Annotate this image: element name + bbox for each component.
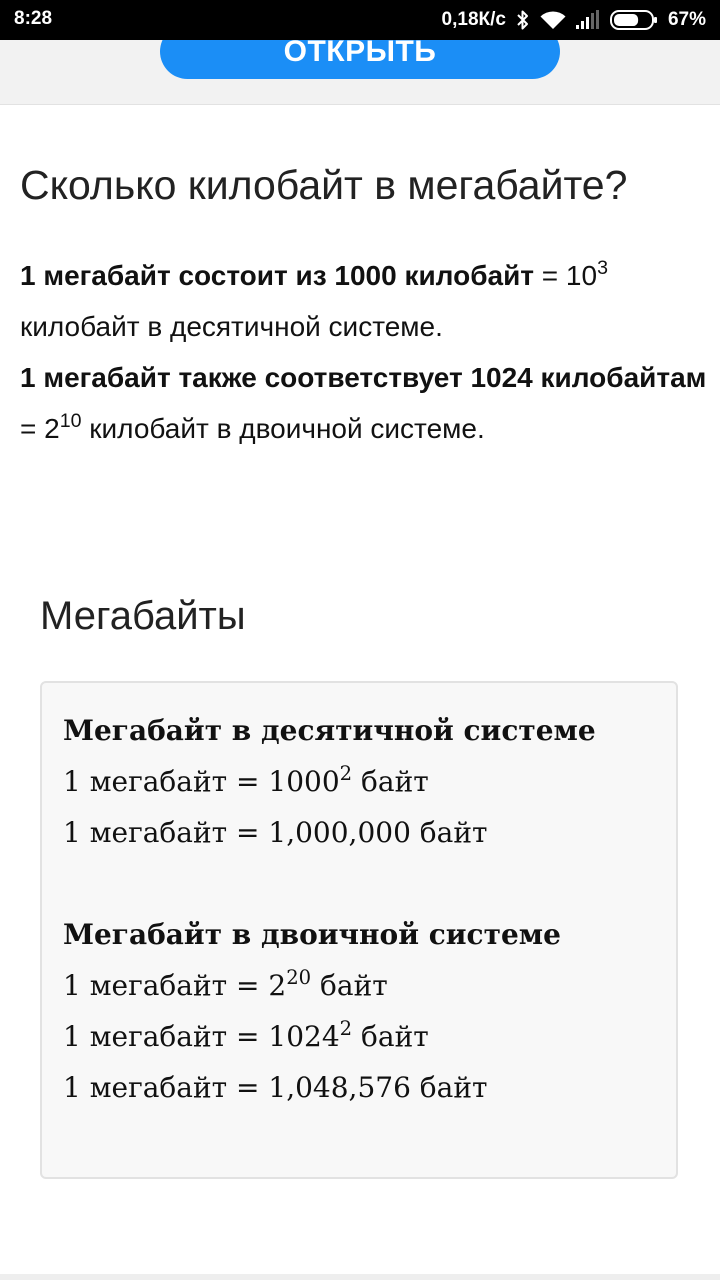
bluetooth-icon <box>516 9 530 31</box>
section-title: Мегабайты <box>40 594 246 638</box>
page-title: Сколько килобайт в мегабайте? <box>20 162 628 208</box>
network-speed: 0,18К/с <box>441 9 506 30</box>
spacer <box>63 858 656 909</box>
binary-line: 1 мегабайт = $2^{20}$ байт <box>63 966 388 1002</box>
binary-line: 1 мегабайт = 1,048,576 байт <box>63 1071 488 1104</box>
signal-icon <box>576 10 600 30</box>
intro-sup-2: 10 <box>59 410 82 433</box>
app-banner <box>0 40 720 105</box>
wifi-icon <box>540 10 566 30</box>
decimal-line: 1 мегабайт = $1000^2$ байт <box>63 762 429 798</box>
battery-icon <box>610 9 658 31</box>
decimal-title: Мегабайт в десятичной системе <box>63 714 596 747</box>
status-bar <box>0 0 720 40</box>
binary-title: Мегабайт в двоичной системе <box>63 918 561 951</box>
conversion-box <box>40 681 678 1179</box>
intro-tail-2: килобайт в двоичной системе. <box>81 413 485 444</box>
binary-line: 1 мегабайт = $1024^2$ байт <box>63 1017 429 1053</box>
status-icons <box>442 0 706 40</box>
intro-bold-1: 1 мегабайт состоит из 1000 килобайт <box>20 260 534 291</box>
status-time: 8:28 <box>14 8 53 29</box>
battery-percent: 67% <box>667 9 706 30</box>
intro-tail-1: килобайт в десятичной системе. <box>20 311 443 342</box>
intro-eq-1: = 10 <box>534 260 598 291</box>
intro-paragraph <box>20 250 710 454</box>
bottom-divider <box>0 1274 720 1280</box>
intro-sup-1: 3 <box>597 257 608 280</box>
intro-eq-2: = 2 <box>20 413 60 444</box>
open-button[interactable]: ОТКРЫТЬ <box>160 40 560 79</box>
intro-bold-2: 1 мегабайт также соответствует 1024 килобайтам <box>20 362 707 393</box>
decimal-line: 1 мегабайт = 1,000,000 байт <box>63 816 488 849</box>
